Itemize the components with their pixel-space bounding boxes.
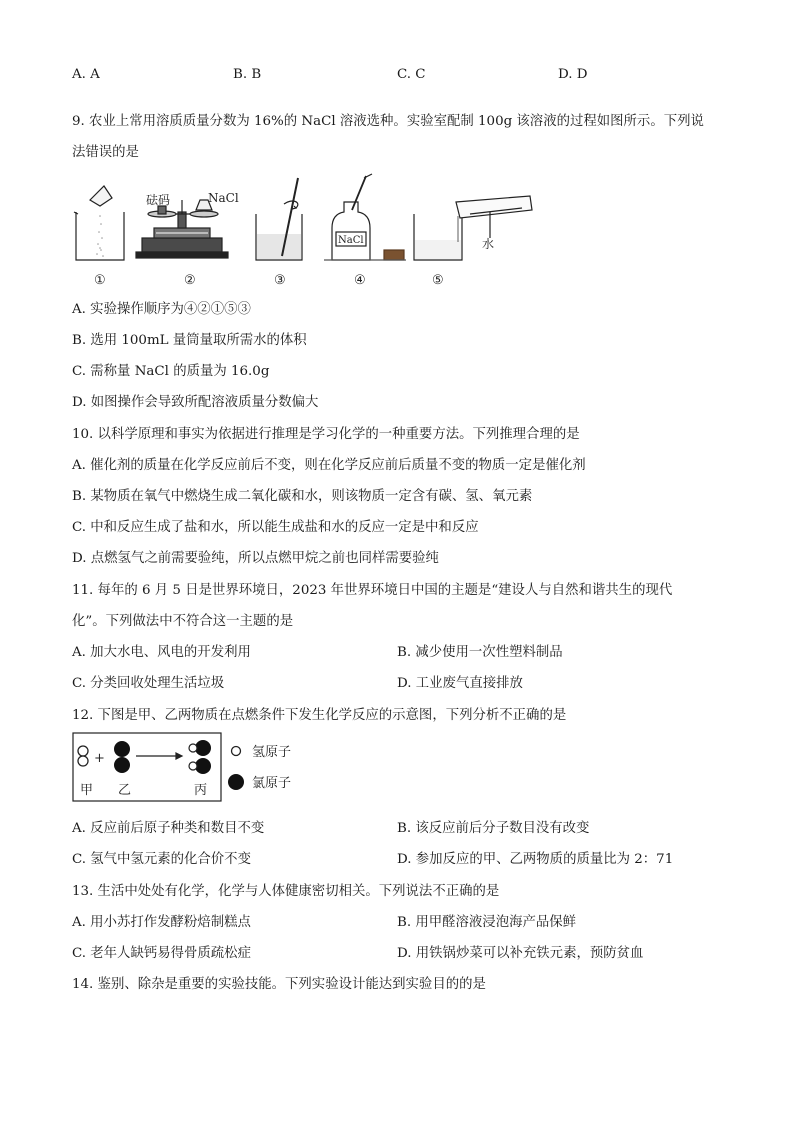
q12-stem: 12. 下图是甲、乙两物质在点燃条件下发生化学反应的示意图，下列分析不正确的是 bbox=[72, 708, 567, 723]
q11-option-b: B. 减少使用一次性塑料制品 bbox=[397, 645, 563, 660]
q13-option-d: D. 用铁锅炒菜可以补充铁元素，预防贫血 bbox=[397, 946, 644, 961]
chlorine-molecule-icon bbox=[114, 741, 130, 773]
q12-option-b: B. 该反应前后分子数目没有改变 bbox=[397, 821, 590, 836]
q9-option-d: D. 如图操作会导致所配溶液质量分数偏大 bbox=[72, 395, 319, 410]
step-label-2: ② bbox=[184, 273, 196, 288]
balance-illustration bbox=[136, 200, 228, 258]
label-jia: 甲 bbox=[80, 783, 94, 798]
q9-stem-line1: 9. 农业上常用溶质质量分数为 16%的 NaCl 溶液选种。实验室配制 100g 该溶液的过程如图所示。下列说 bbox=[72, 114, 704, 129]
reaction-diagram bbox=[72, 730, 312, 804]
q8-option-b: B. B bbox=[233, 67, 262, 82]
step-label-4: ④ bbox=[354, 273, 366, 288]
q10-stem: 10. 以科学原理和事实为依据进行推理是学习化学的一种重要方法。下列推理合理的是 bbox=[72, 427, 580, 442]
q8-option-a: A. A bbox=[72, 67, 100, 82]
q11-stem-line2: 化”。下列做法中不符合这一主题的是 bbox=[72, 614, 294, 629]
chlorine-atom-legend-icon bbox=[228, 774, 244, 790]
nacl-label: NaCl bbox=[208, 191, 239, 205]
legend-hydrogen-atom: 氢原子 bbox=[252, 745, 292, 760]
legend-chlorine-atom: 氯原子 bbox=[252, 776, 292, 791]
q14-stem: 14. 鉴别、除杂是重要的实验技能。下列实验设计能达到实验目的的是 bbox=[72, 977, 486, 992]
q11-option-a: A. 加大水电、风电的开发利用 bbox=[72, 645, 251, 660]
water-label: 水 bbox=[482, 237, 495, 251]
q8-option-c: C. C bbox=[397, 67, 426, 82]
q10-option-a: A. 催化剂的质量在化学反应前后不变，则在化学反应前后质量不变的物质一定是催化剂 bbox=[72, 458, 586, 473]
q9-stem-line2: 法错误的是 bbox=[72, 145, 139, 160]
bottle-nacl-label: NaCl bbox=[338, 235, 364, 246]
hydrogen-atom-legend-icon bbox=[232, 747, 241, 756]
q8-option-d: D. D bbox=[558, 67, 588, 82]
q10-option-b: B. 某物质在氧气中燃烧生成二氧化碳和水，则该物质一定含有碳、氢、氧元素 bbox=[72, 489, 533, 504]
q9-option-a: A. 实验操作顺序为④②①⑤③ bbox=[72, 302, 251, 317]
q9-option-c: C. 需称量 NaCl 的质量为 16.0g bbox=[72, 364, 270, 379]
reaction-arrow-icon bbox=[136, 753, 182, 759]
q13-option-c: C. 老年人缺钙易得骨质疏松症 bbox=[72, 946, 251, 961]
solution-preparation-figure bbox=[70, 170, 540, 288]
q10-option-c: C. 中和反应生成了盐和水，所以能生成盐和水的反应一定是中和反应 bbox=[72, 520, 479, 535]
hydrogen-molecule-icon bbox=[78, 746, 88, 766]
q9-option-b: B. 选用 100mL 量筒量取所需水的体积 bbox=[72, 333, 307, 348]
plus-sign: + bbox=[94, 751, 105, 766]
q12-option-c: C. 氢气中氢元素的化合价不变 bbox=[72, 852, 251, 867]
q13-stem: 13. 生活中处处有化学，化学与人体健康密切相关。下列说法不正确的是 bbox=[72, 884, 500, 899]
label-yi: 乙 bbox=[118, 783, 132, 798]
q13-option-a: A. 用小苏打作发酵粉焙制糕点 bbox=[72, 915, 251, 930]
hydrogen-chloride-molecules-icon bbox=[189, 740, 211, 774]
step-label-3: ③ bbox=[274, 273, 286, 288]
step-label-1: ① bbox=[94, 273, 106, 288]
weights-label: 砝码 bbox=[146, 193, 171, 207]
q11-option-c: C. 分类回收处理生活垃圾 bbox=[72, 676, 225, 691]
beaker-dissolve-illustration bbox=[74, 186, 124, 260]
label-bing: 丙 bbox=[194, 783, 208, 798]
q12-option-d: D. 参加反应的甲、乙两物质的质量比为 2：71 bbox=[397, 852, 674, 867]
q11-option-d: D. 工业废气直接排放 bbox=[397, 676, 523, 691]
q12-option-a: A. 反应前后原子种类和数目不变 bbox=[72, 821, 265, 836]
reagent-bottle-illustration bbox=[324, 174, 406, 260]
q13-option-b: B. 用甲醛溶液浸泡海产品保鲜 bbox=[397, 915, 577, 930]
q11-stem-line1: 11. 每年的 6 月 5 日是世界环境日，2023 年世界环境日中国的主题是“建设人与自然和谐共生的现代 bbox=[72, 583, 673, 598]
q10-option-d: D. 点燃氢气之前需要验纯，所以点燃甲烷之前也同样需要验纯 bbox=[72, 551, 439, 566]
stirring-illustration bbox=[256, 178, 302, 260]
pouring-water-illustration bbox=[414, 196, 532, 260]
step-label-5: ⑤ bbox=[432, 273, 444, 288]
